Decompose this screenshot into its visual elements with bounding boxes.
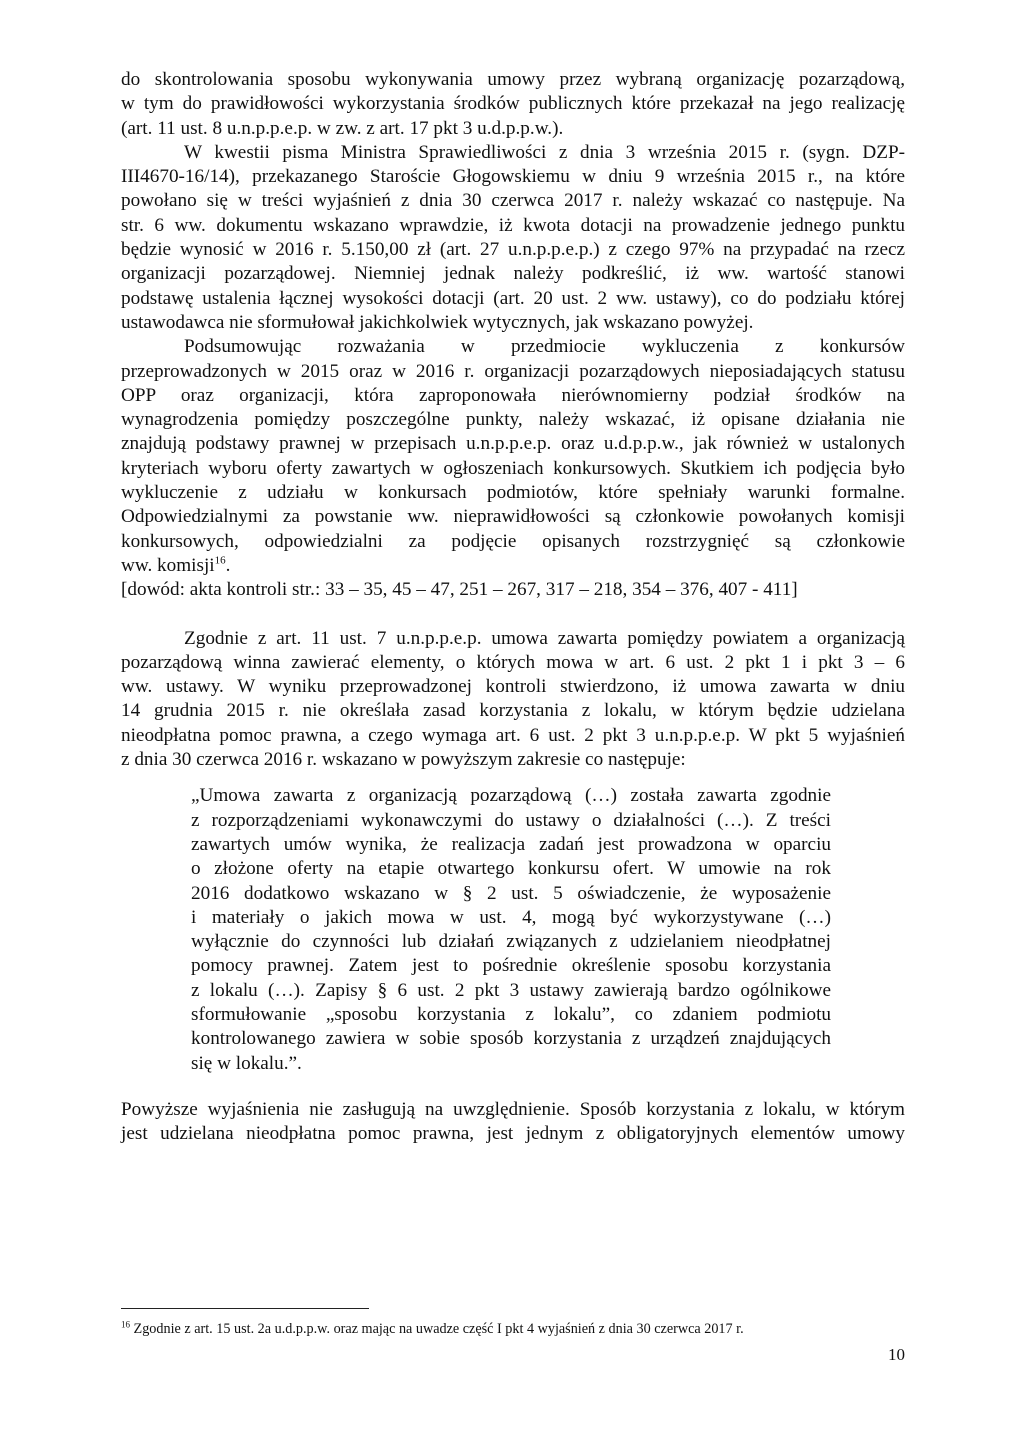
quote-line: wyłącznie do czynności lub działań związanych z udzielaniem nieodpłatnej xyxy=(191,931,831,953)
text-line: znajdują podstawy prawnej w przepisach u.n.p.p.e.p. oraz u.d.p.p.w., jak również w ustalonych xyxy=(121,433,905,455)
quote-line: o złożone oferty na etapie otwartego konkursu ofert. W umowie na rok xyxy=(191,858,831,880)
text-line: organizacji pozarządowej. Niemniej jednak należy podkreślić, iż ww. wartość stanowi xyxy=(121,263,905,285)
document-page xyxy=(121,68,905,1146)
footnote-separator xyxy=(121,1308,369,1309)
text-fragment: . xyxy=(225,554,231,576)
block-quote xyxy=(191,784,831,1076)
quote-line: się w lokalu.”. xyxy=(191,1052,302,1074)
text-line: podstawę ustalenia łącznej wysokości dotacji (art. 20 ust. 2 ww. ustawy), co do podziału której xyxy=(121,287,905,309)
paragraph-assessment xyxy=(121,1098,905,1147)
text-line: ustawodawca nie sformułował jakichkolwiek wytycznych, jak wskazano powyżej. xyxy=(121,311,754,333)
text-line: III4670-16/14), przekazanego Staroście Głogowskiemu w dniu 9 września 2015 r., na które xyxy=(121,166,905,188)
footnote-text: Zgodnie z art. 15 ust. 2a u.d.p.p.w. oraz mając na uwadze część I pkt 4 wyjaśnień z dnia 30 czerwca 2017 r. xyxy=(130,1321,744,1337)
quote-line: „Umowa zawarta z organizacją pozarządową (…) została zawarta zgodnie xyxy=(191,785,831,807)
paragraph-spacer xyxy=(121,603,905,627)
footnote-reference: 16 xyxy=(214,554,226,567)
text-line: z dnia 30 czerwca 2016 r. wskazano w powyższym zakresie co następuje: xyxy=(121,749,686,771)
quote-line: z rozporządzeniami wykonawczymi do ustawy o działalności (…). Z treści xyxy=(191,809,831,831)
text-line: Zgodnie z art. 11 ust. 7 u.n.p.p.e.p. umowa zawarta pomiędzy powiatem a organizacją xyxy=(184,627,905,649)
quote-line: kontrolowanego zawiera w sobie sposób korzystania z urządzeń znajdujących xyxy=(191,1028,831,1050)
text-line: ww. ustawy. W wyniku przeprowadzonej kontroli stwierdzono, iż umowa zawarta w dniu xyxy=(121,676,905,698)
footnote-number: 16 xyxy=(121,1319,130,1330)
text-line: w tym do prawidłowości wykorzystania środków publicznych które przekazał na jego realizację xyxy=(121,93,905,115)
footnote xyxy=(121,1320,905,1338)
text-line: Odpowiedzialnymi za powstanie ww. nieprawidłowości są członkowie powołanych komisji xyxy=(121,506,905,528)
text-line: str. 6 ww. dokumentu wskazano wprawdzie, iż kwota dotacji na prowadzenie jednego punktu xyxy=(121,214,905,236)
text-line: konkursowych, odpowiedzialni za podjęcie opisanych rozstrzygnięć są członkowie xyxy=(121,530,905,552)
page-number: 10 xyxy=(888,1345,905,1364)
text-fragment: ww. komisji xyxy=(121,554,215,576)
quote-line: z lokalu (…). Zapisy § 6 ust. 2 pkt 3 ustawy zawierają bardzo ogólnikowe xyxy=(191,979,831,1001)
text-line: Powyższe wyjaśnienia nie zasługują na uwzględnienie. Sposób korzystania z lokalu, w którym xyxy=(121,1098,905,1120)
text-line: będzie wynosić w 2016 r. 5.150,00 zł (art. 27 u.n.p.p.e.p.) z czego 97% na przypadać na rzecz xyxy=(121,239,905,261)
text-line: pozarządową winna zawierać elementy, o których mowa w art. 6 ust. 2 pkt 1 i pkt 3 – 6 xyxy=(121,651,905,673)
evidence-text: [dowód: akta kontroli str.: 33 – 35, 45 – 47, 251 – 267, 317 – 218, 354 – 376, 407 - 411] xyxy=(121,579,798,601)
text-line: wykluczenie z udziału w konkursach podmiotów, które spełniały warunki formalne. xyxy=(121,482,905,504)
text-line: przeprowadzonych w 2015 oraz w 2016 r. organizacji pozarządowych nieposiadających statusu xyxy=(121,360,905,382)
text-line: powołano się w treści wyjaśnień z dnia 30 czerwca 2017 r. należy wskazać co następuje. Na xyxy=(121,190,905,212)
evidence-citation xyxy=(121,578,905,602)
text-line: do skontrolowania sposobu wykonywania umowy przez wybraną organizację pozarządową, xyxy=(121,69,905,90)
text-line xyxy=(121,554,905,578)
quote-line: pomocy prawnej. Zatem jest to pośrednie określenie sposobu korzystania xyxy=(191,955,831,977)
quote-line: 2016 dodatkowo wskazano w § 2 ust. 5 oświadczenie, że wyposażenie xyxy=(191,882,831,904)
text-line: nieodpłatna pomoc prawna, a czego wymaga art. 6 ust. 2 pkt 3 u.n.p.p.e.p. W pkt 5 wyjaśnień xyxy=(121,724,905,746)
text-line: jest udzielana nieodpłatna pomoc prawna, jest jednym z obligatoryjnych elementów umowy xyxy=(121,1123,905,1145)
quote-line: zawartych umów wynika, że realizacja zadań jest prowadzona w oparciu xyxy=(191,833,831,855)
text-line: Podsumowując rozważania w przedmiocie wykluczenia z konkursów xyxy=(184,336,905,358)
quote-line: i materiały o jakich mowa w ust. 4, mogą być wykorzystywane (…) xyxy=(191,906,831,928)
text-line: OPP oraz organizacji, która zaproponowała nierównomierny podział środków na xyxy=(121,384,905,406)
paragraph-contract-finding xyxy=(121,627,905,773)
paragraph-summary xyxy=(121,335,905,578)
text-line: kryteriach wyboru oferty zawartych w ogłoszeniach konkursowych. Skutkiem ich podjęcia było xyxy=(121,457,905,479)
text-line: (art. 11 ust. 8 u.n.p.p.e.p. w zw. z art. 17 pkt 3 u.d.p.p.w.). xyxy=(121,117,564,139)
quote-line: sformułowanie „sposobu korzystania z lokalu”, co zdaniem podmiotu xyxy=(191,1003,831,1025)
paragraph-continuation xyxy=(121,68,905,141)
text-line: W kwestii pisma Ministra Sprawiedliwości z dnia 3 września 2015 r. (sygn. DZP- xyxy=(184,141,905,163)
text-line: wynagrodzenia pomiędzy poszczególne punkty, należy wskazać, iż opisane działania nie xyxy=(121,409,905,431)
text-line: 14 grudnia 2015 r. nie określała zasad korzystania z lokalu, w którym będzie udzielana xyxy=(121,700,905,722)
paragraph-ministry-letter xyxy=(121,141,905,335)
